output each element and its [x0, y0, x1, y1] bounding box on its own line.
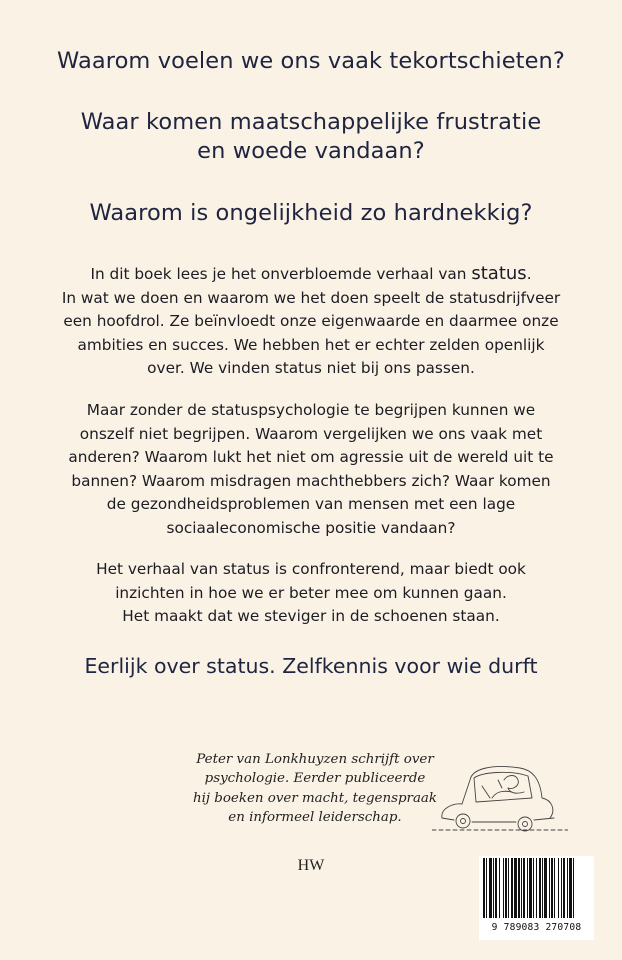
intro-line: over. We vinden status niet bij ons passen.: [147, 359, 475, 378]
barcode-bar: [518, 858, 520, 918]
intro-line: ambities en succes. We hebben het er echter zelden openlijk: [77, 335, 545, 354]
barcode: [479, 856, 594, 940]
intro-first-line: [20, 262, 602, 287]
car-sketch-icon: [432, 758, 568, 838]
barcode-bar: [567, 858, 568, 918]
barcode-bar: [499, 858, 500, 918]
intro-lead: In dit boek lees je het onverbloemde verhaal van: [90, 265, 472, 283]
barcode-bar: [544, 858, 547, 918]
barcode-bar: [536, 858, 537, 918]
publisher-logo: HW: [297, 857, 325, 874]
barcode-bar: [539, 858, 541, 918]
barcode-bar: [563, 858, 565, 918]
barcode-bar: [486, 858, 487, 918]
status-word: status: [471, 263, 527, 284]
barcode-bar: [503, 858, 504, 918]
psychology-line: bannen? Waarom misdragen machthebbers zich? Waar komen: [71, 471, 551, 490]
confronting-line: Het verhaal van status is confronterend, maar biedt ook: [96, 560, 526, 578]
barcode-bar: [542, 858, 543, 918]
barcode-bar: [527, 858, 528, 918]
barcode-bar: [549, 858, 550, 918]
barcode-bar: [551, 858, 553, 918]
question-2-line-2: en woede vandaan?: [197, 138, 425, 164]
barcode-bars: [479, 856, 594, 920]
barcode-bar: [529, 858, 532, 918]
barcode-bar: [511, 858, 513, 918]
bio-line: en informeel leiderschap.: [228, 810, 402, 826]
barcode-bar: [505, 858, 507, 918]
barcode-bar: [523, 858, 525, 918]
question-3: Waarom is ongelijkheid zo hardnekkig?: [89, 200, 533, 226]
barcode-bar: [483, 858, 485, 918]
psychology-line: anderen? Waarom lukt het niet om agressie uit de wereld uit te: [68, 448, 554, 467]
psychology-line: de gezondheidsproblemen van mensen met een lage: [106, 495, 516, 514]
barcode-bar: [533, 858, 534, 918]
intro-line: een hoofdrol. Ze beïnvloedt onze eigenwaarde en daarmee onze: [63, 312, 559, 331]
barcode-bar: [558, 858, 559, 918]
tagline: Eerlijk over status. Zelfkennis voor wie durft: [84, 654, 538, 678]
barcode-bar: [493, 858, 494, 918]
confronting-line: Het maakt dat we steviger in de schoenen staan.: [122, 607, 500, 626]
paragraph-psychology: [20, 399, 602, 541]
paragraph-confronting: [20, 558, 602, 629]
paragraph-intro: [20, 262, 602, 381]
barcode-bar: [489, 858, 492, 918]
bio-line: Peter van Lonkhuyzen schrijft over: [196, 752, 434, 767]
psychology-line: sociaaleconomische positie vandaan?: [166, 518, 456, 537]
question-2-line-1: Waar komen maatschappelijke frustratie: [80, 109, 542, 135]
barcode-bar: [521, 858, 522, 918]
intro-line: In wat we doen en waarom we het doen speelt de statusdrijfveer: [61, 288, 561, 307]
confronting-line: inzichten in hoe we er beter mee om kunnen gaan.: [115, 583, 507, 602]
isbn-number: 9 789083 270708: [491, 922, 582, 933]
barcode-bar: [508, 858, 509, 918]
barcode-bar: [573, 858, 574, 918]
barcode-bar: [495, 858, 497, 918]
bio-line: hij boeken over macht, tegenspraak: [192, 790, 438, 806]
barcode-bar: [554, 858, 555, 918]
barcode-bar: [561, 858, 562, 918]
barcode-bar: [514, 858, 517, 918]
psychology-line: onszelf niet begrijpen. Waarom vergelijken we ons vaak met: [79, 424, 543, 443]
barcode-bar: [569, 858, 572, 918]
author-bio: [170, 750, 460, 828]
intro-period: .: [526, 265, 532, 283]
psychology-line: Maar zonder de statuspsychologie te begrijpen kunnen we: [86, 401, 536, 419]
bio-line: psychologie. Eerder publiceerde: [204, 771, 426, 787]
question-1: Waarom voelen we ons vaak tekortschieten?: [57, 48, 565, 74]
